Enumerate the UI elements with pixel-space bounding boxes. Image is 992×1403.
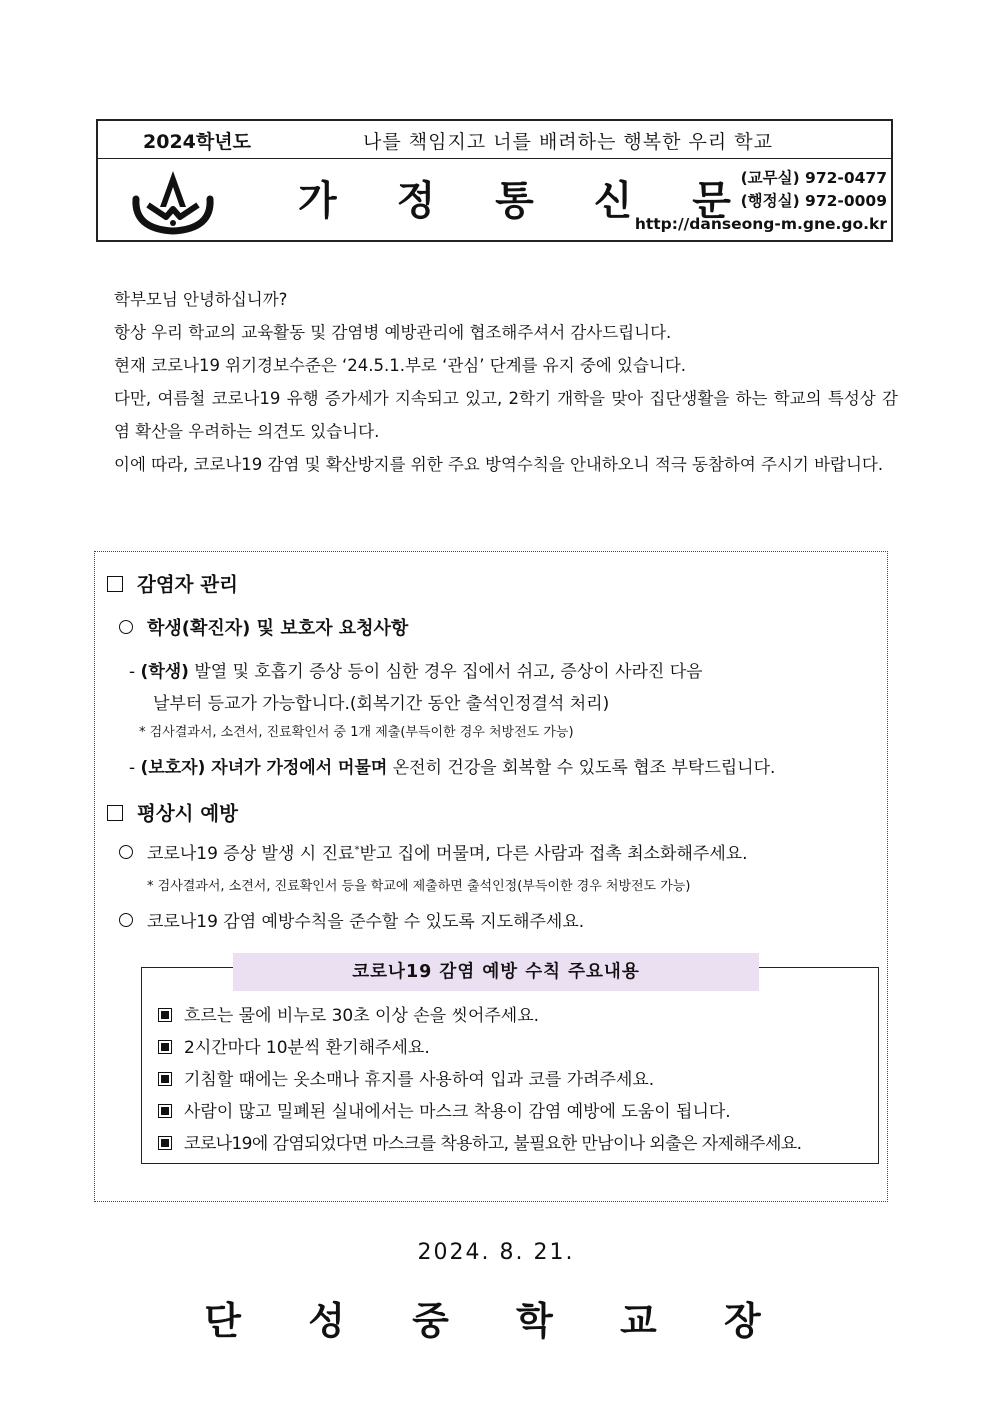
header-top-row [98,121,891,159]
dash-bullet: - [129,662,141,682]
rules-list [158,1000,801,1160]
guardian-text: 온전히 건강을 회복할 수 있도록 협조 부탁드립니다. [387,758,776,778]
school-motto: 나를 책임지고 너를 배려하는 행복한 우리 학교 [363,131,773,153]
principal-signature: 단 성 중 학 교 장 [204,1299,788,1343]
checkbox-bullet-icon [158,1104,172,1118]
rule-text: 2시간마다 10분씩 환기해주세요. [184,1038,430,1058]
prevention-note: * 검사결과서, 소견서, 진료확인서 등을 학교에 제출하면 출석인정(부득이한 경우 처방전도 가능) [147,879,691,894]
rule-text: 코로나19에 감염되었다면 마스크를 착용하고, 불필요한 만남이나 외출은 자제해주세요. [184,1134,802,1154]
school-emblem-icon [130,165,216,237]
rule-text: 흐르는 물에 비누로 30초 이상 손을 씻어주세요. [184,1006,540,1026]
intro-line: 항상 우리 학교의 교육활동 및 감염병 예방관리에 협조해주셔서 감사드립니다. [114,323,672,342]
checkbox-bullet-icon [158,1072,172,1086]
student-request-cont: 날부터 등교가 가능합니다.(회복기간 동안 출석인정결석 처리) [153,694,610,714]
dash-bullet: - [129,758,141,778]
circle-bullet-icon [119,845,133,859]
guardian-request [129,753,775,778]
office-phone-admin: (행정실) 972-0009 [740,192,887,210]
prevention-text-a: 코로나19 증상 발생 시 진료 [147,844,355,864]
prevention-text: 코로나19 감염 예방수칙을 준수할 수 있도록 지도해주세요. [147,912,585,932]
section-heading-text: 감염자 관리 [137,573,238,596]
student-request [129,657,703,682]
footnote-mark: * [354,844,360,856]
rule-item [158,1128,801,1160]
rules-title: 코로나19 감염 예방 수칙 주요내용 [233,953,759,991]
checkbox-bullet-icon [158,1136,172,1150]
newsletter-header [96,119,893,242]
issue-date: 2024. 8. 21. [417,1240,575,1265]
contact-info [635,167,887,236]
student-note: * 검사결과서, 소견서, 진료확인서 중 1개 제출(부득이한 경우 처방전도 가능) [139,725,574,740]
rule-item [158,1096,801,1128]
newsletter-title: 가 정 통 신 문 [298,178,754,224]
section-heading-text: 평상시 예방 [137,802,238,825]
student-label: (학생) [140,662,189,682]
checkbox-bullet-icon [158,1040,172,1054]
checkbox-bullet-icon [158,1008,172,1022]
guardian-label: (보호자) 자녀가 가정에서 머물며 [140,758,388,778]
intro-line: 현재 코로나19 위기경보수준은 ‘24.5.1.부로 ‘관심’ 단계를 유지 중에 있습니다. [114,356,687,375]
rule-text: 기침할 때에는 옷소매나 휴지를 사용하여 입과 코를 가려주세요. [184,1070,655,1090]
prevention-text-b: 받고 집에 머물며, 다른 사람과 접촉 최소화해주세요. [359,844,748,864]
guidance-box [94,551,888,1202]
prevention-item-1 [119,839,748,864]
subsection-text: 학생(확진자) 및 보호자 요청사항 [147,618,409,639]
rule-text: 사람이 많고 밀폐된 실내에서는 마스크 착용이 감염 예방에 도움이 됩니다. [184,1102,731,1122]
school-url[interactable]: http://danseong-m.gne.go.kr [634,215,887,233]
rules-box [141,967,879,1164]
rule-item [158,1064,801,1096]
section-heading-infected [107,569,238,597]
prevention-item-2 [119,907,584,932]
intro-line: 학부모님 안녕하십니까? [114,290,288,309]
circle-bullet-icon [119,913,133,927]
intro-line: 다만, 여름철 코로나19 유행 증가세가 지속되고 있고, 2학기 개학을 맞아 집단생활을 하는 학교의 특성상 감염 확산을 우려하는 의견도 있습니다. [114,389,898,441]
intro-line: 이에 따라, 코로나19 감염 및 확산방지를 위한 주요 방역수칙을 안내하오니 적극 동참하여 주시기 바랍니다. [114,455,884,474]
circle-bullet-icon [119,620,133,634]
square-bullet-icon [107,576,123,592]
school-year: 2024학년도 [143,131,251,153]
office-phone-academic: (교무실) 972-0477 [740,169,887,187]
rule-item [158,1000,801,1032]
subsection-heading [119,614,408,640]
intro-text [114,283,898,481]
square-bullet-icon [107,805,123,821]
rule-item [158,1032,801,1064]
section-heading-prevention [107,798,238,826]
student-text: 발열 및 호흡기 증상 등이 심한 경우 집에서 쉬고, 증상이 사라진 다음 [188,662,703,682]
